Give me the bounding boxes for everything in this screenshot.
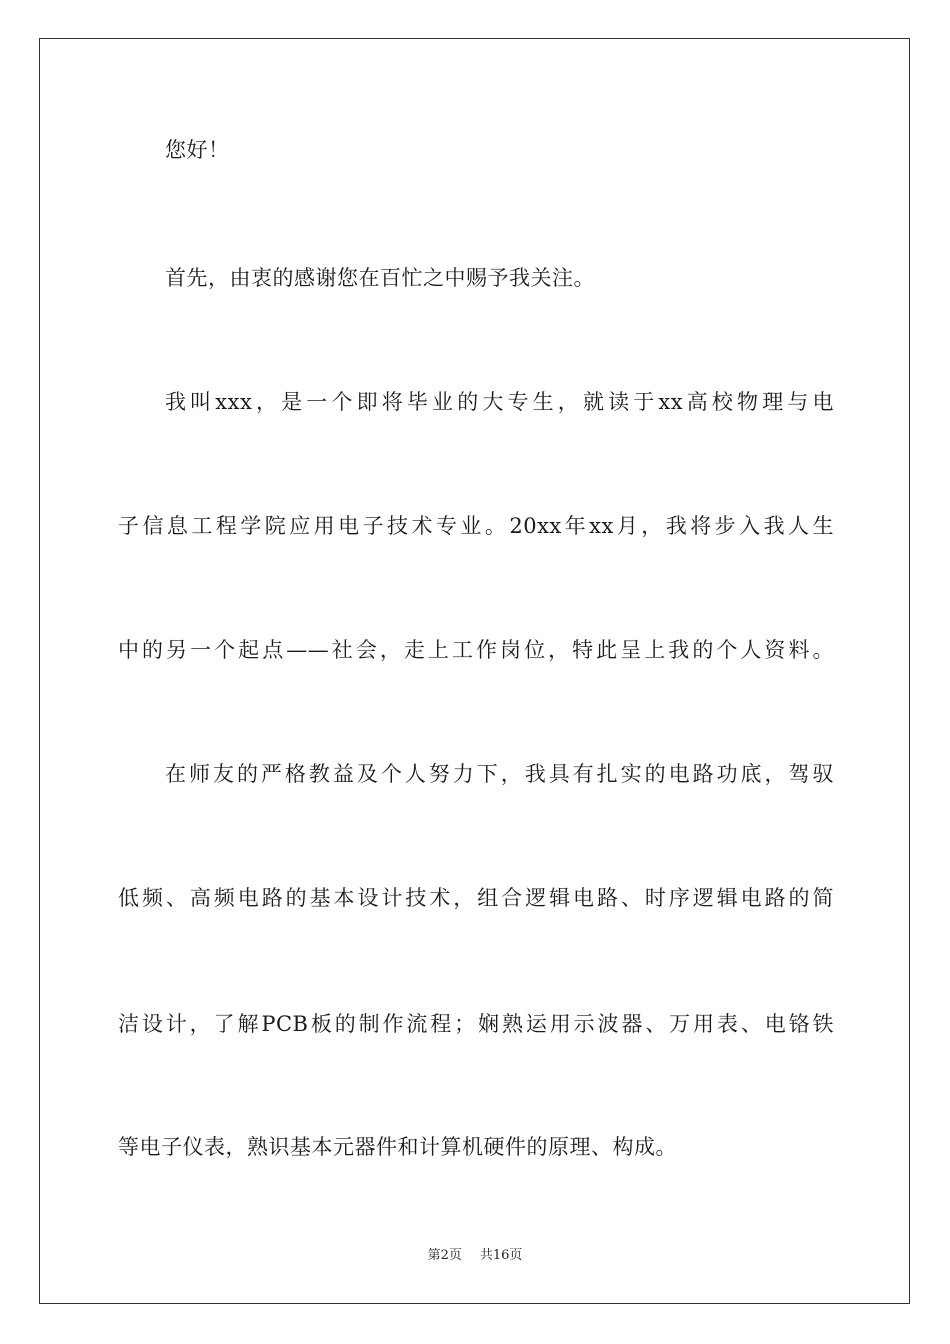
page-number: 第2页 [427, 1248, 462, 1263]
page-total: 共16页 [479, 1248, 523, 1263]
paragraph-line: 洁设计，了解PCB板的制作流程；娴熟运用示波器、万用表、电铬铁 [118, 1012, 834, 1036]
paragraph-line: 在师友的严格教益及个人努力下，我具有扎实的电路功底，驾驭 [165, 762, 834, 786]
paragraph-line: 等电子仪表，熟识基本元器件和计算机硬件的原理、构成。 [118, 1135, 677, 1159]
greeting-line: 您好！ [165, 138, 230, 162]
paragraph-line: 子信息工程学院应用电子技术专业。20xx年xx月，我将步入我人生 [118, 514, 834, 538]
paragraph-line: 中的另一个起点——社会，走上工作岗位，特此呈上我的个人资料。 [118, 638, 834, 662]
paragraph-line: 低频、高频电路的基本设计技术，组合逻辑电路、时序逻辑电路的简 [118, 886, 834, 910]
page-border [39, 38, 910, 1304]
page-footer [0, 1247, 950, 1265]
paragraph-line: 首先，由衷的感谢您在百忙之中赐予我关注。 [165, 266, 595, 290]
paragraph-line: 我叫xxx，是一个即将毕业的大专生，就读于xx高校物理与电 [165, 390, 834, 414]
